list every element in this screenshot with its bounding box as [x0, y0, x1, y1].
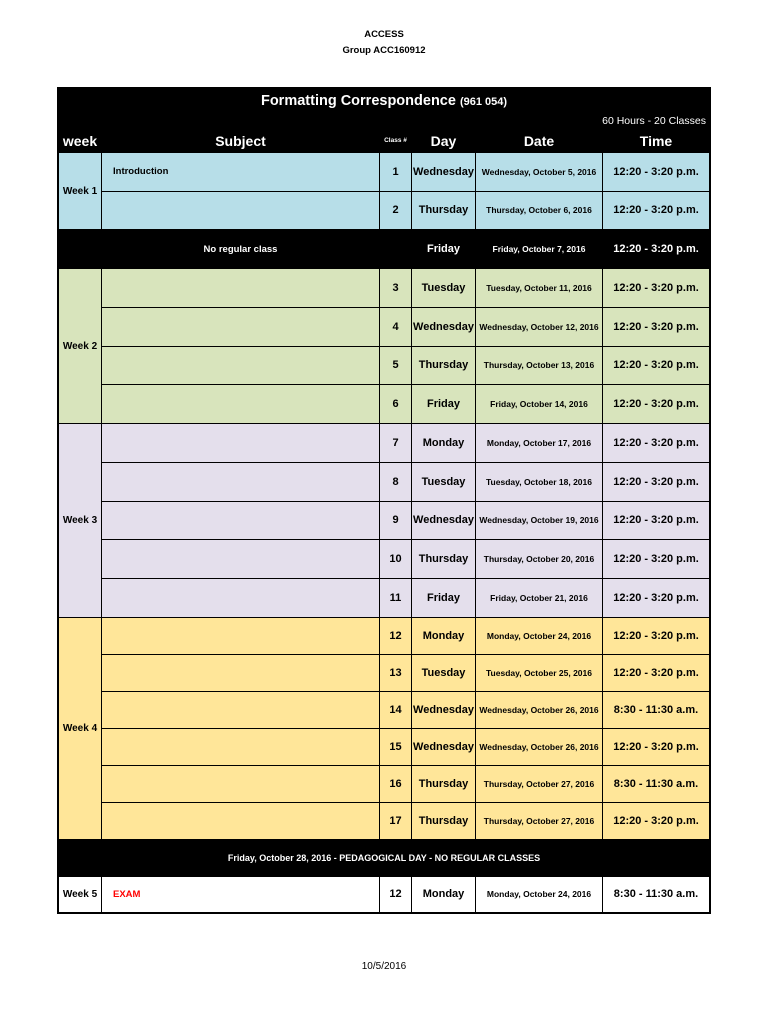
subject-cell: [102, 192, 379, 230]
day-cell: Wednesday: [412, 692, 475, 728]
class-number: 8: [380, 463, 411, 501]
subject-cell: [102, 655, 379, 691]
subject-cell: [102, 540, 379, 578]
date-cell: Monday, October 24, 2016: [476, 618, 602, 654]
day-cell: Thursday: [412, 347, 475, 385]
time-cell: 12:20 - 3:20 p.m.: [603, 655, 709, 691]
class-number: 12: [380, 618, 411, 654]
class-number: 11: [380, 579, 411, 617]
class-number: 2: [380, 192, 411, 230]
date-cell: Tuesday, October 11, 2016: [476, 269, 602, 307]
class-number: 9: [380, 502, 411, 540]
time-cell: 12:20 - 3:20 p.m.: [603, 463, 709, 501]
date-cell: Thursday, October 20, 2016: [476, 540, 602, 578]
break-subject: No regular class: [102, 230, 379, 268]
week-label: Week 4: [59, 618, 101, 839]
week-label: Week 5: [59, 877, 101, 912]
subject-cell: [102, 692, 379, 728]
date-cell: Thursday, October 27, 2016: [476, 766, 602, 802]
subject-cell: [102, 463, 379, 501]
day-cell: Thursday: [412, 540, 475, 578]
class-number: 5: [380, 347, 411, 385]
class-number: 12: [380, 877, 411, 912]
class-number: 14: [380, 692, 411, 728]
time-cell: 12:20 - 3:20 p.m.: [603, 502, 709, 540]
time-cell: 12:20 - 3:20 p.m.: [603, 192, 709, 230]
date-cell: Wednesday, October 12, 2016: [476, 308, 602, 346]
subject-cell: [102, 269, 379, 307]
date-cell: Wednesday, October 26, 2016: [476, 692, 602, 728]
day-cell: Tuesday: [412, 269, 475, 307]
date-cell: Thursday, October 13, 2016: [476, 347, 602, 385]
break-week-cell: [59, 230, 101, 268]
date-cell: Friday, October 14, 2016: [476, 385, 602, 423]
day-cell: Monday: [412, 618, 475, 654]
column-header-date: Date: [476, 129, 602, 152]
course-code: (961 054): [459, 96, 508, 108]
day-cell: Wednesday: [412, 502, 475, 540]
subject-cell: [102, 579, 379, 617]
day-cell: Wednesday: [412, 153, 475, 191]
time-cell: 12:20 - 3:20 p.m.: [603, 579, 709, 617]
organization-name: ACCESS: [364, 29, 404, 40]
subject-cell: [102, 766, 379, 802]
time-cell: 8:30 - 11:30 a.m.: [603, 692, 709, 728]
day-cell: Thursday: [412, 766, 475, 802]
day-cell: Wednesday: [412, 308, 475, 346]
date-cell: Tuesday, October 25, 2016: [476, 655, 602, 691]
day-cell: Friday: [412, 385, 475, 423]
date-cell: Monday, October 24, 2016: [476, 877, 602, 912]
day-cell: Wednesday: [412, 729, 475, 765]
day-cell: Tuesday: [412, 463, 475, 501]
date-cell: Wednesday, October 26, 2016: [476, 729, 602, 765]
date-cell: Friday, October 21, 2016: [476, 579, 602, 617]
time-cell: 12:20 - 3:20 p.m.: [603, 803, 709, 839]
date-cell: Tuesday, October 18, 2016: [476, 463, 602, 501]
time-cell: 12:20 - 3:20 p.m.: [603, 729, 709, 765]
class-number: 16: [380, 766, 411, 802]
date-cell: Wednesday, October 19, 2016: [476, 502, 602, 540]
class-number: 17: [380, 803, 411, 839]
subject-cell: [102, 502, 379, 540]
date-cell: Monday, October 17, 2016: [476, 424, 602, 462]
class-number: 10: [380, 540, 411, 578]
time-cell: 12:20 - 3:20 p.m.: [603, 385, 709, 423]
course-hours: 60 Hours - 20 Classes: [602, 115, 706, 127]
week-label: Week 1: [59, 153, 101, 229]
day-cell: Monday: [412, 877, 475, 912]
no-class-banner: Friday, October 28, 2016 - PEDAGOGICAL DAY - NO REGULAR CLASSES: [59, 840, 709, 876]
date-cell: Thursday, October 6, 2016: [476, 192, 602, 230]
week-label: Week 3: [59, 424, 101, 617]
group-code: Group ACC160912: [342, 45, 426, 56]
date-cell: Wednesday, October 5, 2016: [476, 153, 602, 191]
class-number: 1: [380, 153, 411, 191]
column-header-class-number: Class #: [380, 129, 411, 152]
date-cell: Thursday, October 27, 2016: [476, 803, 602, 839]
day-cell: Friday: [412, 579, 475, 617]
subject-cell: [102, 618, 379, 654]
time-cell: 12:20 - 3:20 p.m.: [603, 308, 709, 346]
table-title-bar: [59, 89, 709, 128]
class-number: 7: [380, 424, 411, 462]
time-cell: 12:20 - 3:20 p.m.: [603, 618, 709, 654]
day-cell: Thursday: [412, 803, 475, 839]
time-cell: 12:20 - 3:20 p.m.: [603, 153, 709, 191]
break-class-cell: [380, 230, 411, 268]
date-cell: Friday, October 7, 2016: [476, 230, 602, 268]
class-number: 3: [380, 269, 411, 307]
time-cell: 12:20 - 3:20 p.m.: [603, 540, 709, 578]
day-cell: Tuesday: [412, 655, 475, 691]
course-title: Formatting Correspondence: [260, 93, 456, 109]
subject-cell: [102, 308, 379, 346]
time-cell: 12:20 - 3:20 p.m.: [603, 230, 709, 268]
day-cell: Friday: [412, 230, 475, 268]
subject-cell: [102, 424, 379, 462]
column-header-day: Day: [412, 129, 475, 152]
subject-cell: [102, 803, 379, 839]
class-number: 4: [380, 308, 411, 346]
subject-cell: [102, 729, 379, 765]
document-header: [0, 27, 768, 59]
time-cell: 12:20 - 3:20 p.m.: [603, 424, 709, 462]
subject-cell: [102, 385, 379, 423]
class-number: 13: [380, 655, 411, 691]
day-cell: Monday: [412, 424, 475, 462]
time-cell: 8:30 - 11:30 a.m.: [603, 766, 709, 802]
column-header-subject: Subject: [102, 129, 379, 152]
subject-cell: EXAM: [102, 877, 379, 912]
day-cell: Thursday: [412, 192, 475, 230]
column-header-time: Time: [603, 129, 709, 152]
subject-cell: Introduction: [102, 153, 379, 191]
schedule-table: [57, 87, 711, 914]
time-cell: 8:30 - 11:30 a.m.: [603, 877, 709, 912]
time-cell: 12:20 - 3:20 p.m.: [603, 269, 709, 307]
column-header-week: week: [59, 129, 101, 152]
footer-date: 10/5/2016: [361, 961, 407, 972]
class-number: 6: [380, 385, 411, 423]
week-label: Week 2: [59, 269, 101, 423]
time-cell: 12:20 - 3:20 p.m.: [603, 347, 709, 385]
subject-cell: [102, 347, 379, 385]
class-number: 15: [380, 729, 411, 765]
